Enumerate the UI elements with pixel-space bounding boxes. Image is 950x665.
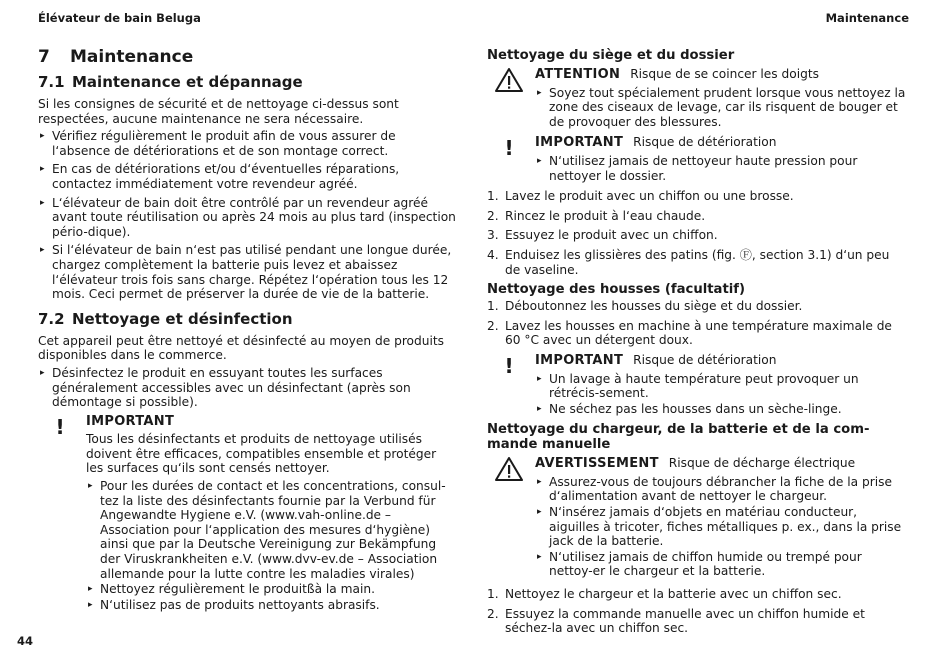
list-item: ▸ L‘élévateur de bain doit être contrôlé par un revendeur agréé avant toute réutilisation ou après 24 mois au plus tard (inspection pério-dique). bbox=[38, 196, 456, 240]
notice-bullets bbox=[535, 86, 907, 130]
chapter-title bbox=[38, 47, 456, 67]
list-item: ▸ En cas de détériorations et/ou d‘éventuelles réparations, contactez immédiatement votre revendeur agréé. bbox=[38, 162, 456, 191]
list-item: ▸ N‘utilisez jamais de chiffon humide ou trempé pour nettoy-er le chargeur et la batterie. bbox=[535, 550, 907, 579]
running-header-right: Maintenance bbox=[825, 11, 909, 25]
notice-keyword: ATTENTION bbox=[535, 67, 621, 82]
list-item: ▸ Désinfectez le produit en essuyant toutes les surfaces généralement accessibles avec un désinfectant (après son démontage si possible). bbox=[38, 366, 456, 410]
list-item: ▸ Ne séchez pas les housses dans un sèche-linge. bbox=[535, 402, 907, 417]
section-7-2-title bbox=[38, 310, 456, 328]
list-item: ▸ Assurez-vous de toujours débrancher la fiche de la prise d‘alimentation avant de nettoyer le chargeur. bbox=[535, 475, 907, 504]
right-column bbox=[487, 48, 907, 641]
notice-subject: Risque de décharge électrique bbox=[668, 456, 856, 471]
charger-cleaning-steps bbox=[487, 587, 907, 636]
notice-subject: Risque de détérioration bbox=[633, 135, 777, 150]
chapter-number: 7 bbox=[38, 47, 50, 67]
seat-cleaning-title: Nettoyage du siège et du dossier bbox=[487, 48, 735, 63]
notice-bullets bbox=[535, 372, 907, 417]
notice-text: Tous les désinfectants et produits de nettoyage utilisés doivent être efficaces, compatibles ensemble et protéger les surfaces qu‘ils sont censés nettoyer. bbox=[86, 432, 437, 476]
warning-notice bbox=[487, 456, 907, 579]
running-header-left: Élévateur de bain Beluga bbox=[38, 11, 201, 25]
list-item: ▸ Nettoyez régulièrement le produitßà la main. bbox=[86, 582, 456, 597]
exclamation-icon: ! bbox=[504, 353, 514, 378]
section-title-text: Maintenance et dépannage bbox=[72, 73, 303, 91]
notice-subject: Risque de détérioration bbox=[633, 352, 777, 367]
notice-keyword: AVERTISSEMENT bbox=[535, 456, 659, 472]
notice-bullets bbox=[535, 475, 907, 579]
warning-triangle-icon bbox=[491, 67, 527, 97]
notice-keyword: IMPORTANT bbox=[86, 413, 175, 429]
step-item: 1. Déboutonnez les housses du siège et du dossier. bbox=[487, 299, 803, 314]
charger-cleaning-title: Nettoyage du chargeur, de la batterie et de la com-mande manuelle bbox=[487, 422, 870, 453]
important-notice bbox=[487, 135, 907, 183]
exclamation-icon: ! bbox=[55, 414, 65, 439]
important-notice bbox=[487, 353, 907, 416]
step-item: 2. Essuyez la commande manuelle avec un chiffon humide et séchez-la avec un chiffon sec. bbox=[487, 606, 865, 636]
page-number: 44 bbox=[17, 634, 34, 648]
list-item: ▸ Si l‘élévateur de bain n‘est pas utilisé pendant une longue durée, chargez complètement la batterie puis levez et abaissez l‘élévateur trois fois sans charge. Répétez l‘opération tous les 12 mois. Ceci permet de préserver la durée de vie de la batterie. bbox=[38, 243, 456, 301]
step-item: 2. Lavez les housses en machine à une température maximale de 60 °C avec un détergent doux. bbox=[487, 318, 892, 348]
section-7-1-title bbox=[38, 73, 456, 91]
section-7-1-intro: Si les consignes de sécurité et de nettoyage ci-dessus sont respectées, aucune maintenance ne sera nécessaire. bbox=[38, 97, 399, 126]
list-item: ▸ Soyez tout spécialement prudent lorsque vous nettoyez la zone des ciseaux de levage, car ils risquent de bouger et de provoquer des blessures. bbox=[535, 86, 907, 130]
notice-keyword: IMPORTANT bbox=[535, 135, 624, 151]
list-item: ▸ Vérifiez régulièrement le produit afin de vous assurer de l‘absence de détériorations et de son montage correct. bbox=[38, 129, 456, 158]
section-7-2-bullets bbox=[38, 366, 456, 410]
section-number: 7.2 bbox=[38, 309, 65, 328]
section-7-1-bullets bbox=[38, 129, 456, 302]
notice-subject: Risque de se coincer les doigts bbox=[630, 67, 819, 81]
seat-cleaning-steps bbox=[487, 189, 907, 277]
list-item: ▸ N‘insérez jamais d‘objets en matériau conducteur, aiguilles à tricoter, fiches métalliques p. ex., dans la prise jack de la batterie. bbox=[535, 505, 907, 549]
list-item: ▸ N‘utilisez pas de produits nettoyants abrasifs. bbox=[86, 598, 456, 613]
important-notice bbox=[38, 414, 456, 613]
covers-cleaning-steps bbox=[487, 299, 907, 348]
section-number: 7.1 bbox=[38, 73, 65, 91]
notice-bullets bbox=[535, 154, 907, 183]
attention-notice bbox=[487, 67, 907, 129]
list-item: ▸ Un lavage à haute température peut provoquer un rétrécis-sement. bbox=[535, 372, 907, 401]
section-7-2-intro: Cet appareil peut être nettoyé et désinfecté au moyen de produits disponibles dans le commerce. bbox=[38, 333, 444, 363]
covers-cleaning-title: Nettoyage des housses (facultatif) bbox=[487, 282, 746, 298]
step-item: 3. Essuyez le produit avec un chiffon. bbox=[487, 228, 718, 243]
section-title-text: Nettoyage et désinfection bbox=[72, 309, 293, 328]
step-item: 4. Enduisez les glissières des patins (fig. Ⓕ, section 3.1) d‘un peu de vaseline. bbox=[487, 247, 890, 277]
step-item: 1. Nettoyez le chargeur et la batterie avec un chiffon sec. bbox=[487, 587, 842, 602]
list-item: ▸ Pour les durées de contact et les concentrations, consul-tez la liste des désinfectants fournie par la Verbund für Angewandte Hygiene e.V. (www.vah-online.de – Association pour l‘application des mesures d‘hygiène) ainsi que par la Deutsche Vereinigung zur Bekämpfung der Viruskrankheiten e.V. (www.dvv-ev.de – Association allemande pour la lutte contre les maladies virales) bbox=[86, 479, 456, 581]
chapter-title-text: Maintenance bbox=[70, 47, 194, 67]
step-item: 1. Lavez le produit avec un chiffon ou une brosse. bbox=[487, 189, 794, 204]
left-column bbox=[38, 47, 456, 618]
step-item: 2. Rincez le produit à l‘eau chaude. bbox=[487, 208, 706, 223]
list-item: ▸ N‘utilisez jamais de nettoyeur haute pression pour nettoyer le dossier. bbox=[535, 154, 907, 183]
notice-bullets bbox=[86, 479, 456, 612]
warning-triangle-icon bbox=[491, 456, 527, 486]
exclamation-icon: ! bbox=[504, 136, 514, 161]
notice-keyword: IMPORTANT bbox=[535, 352, 624, 368]
